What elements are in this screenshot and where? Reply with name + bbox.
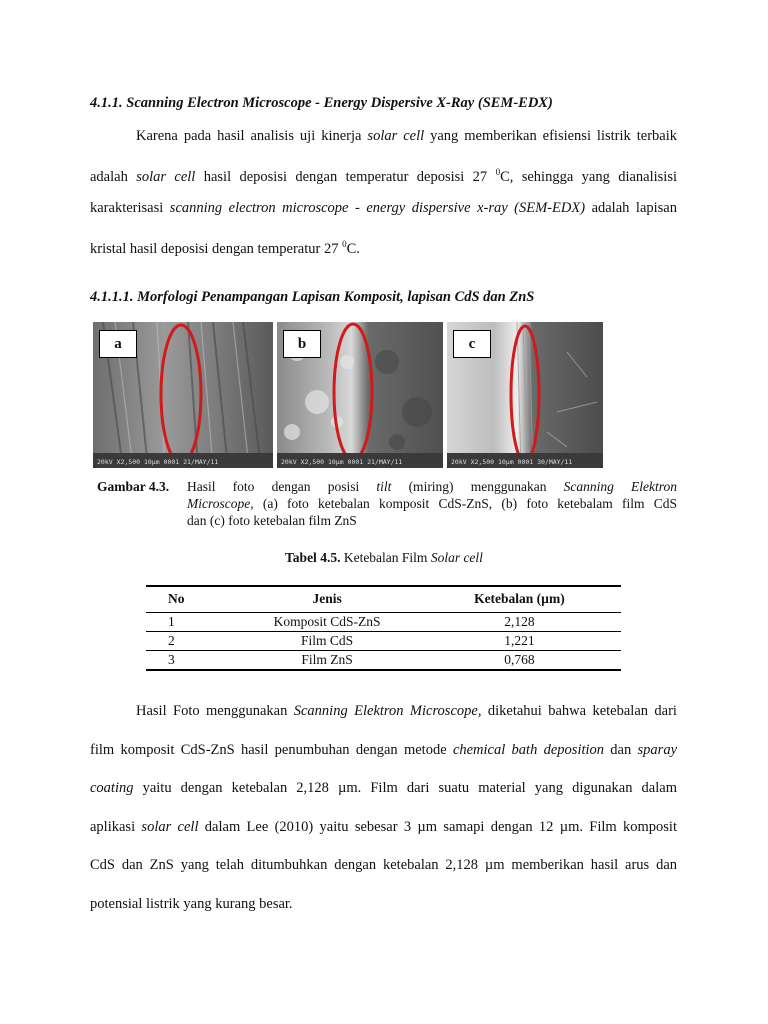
para1-line-3: karakterisasi scanning electron microscope - energy dispersive x-ray (SEM-EDX) adalah lapisan bbox=[90, 200, 677, 216]
table-row: 3 Film ZnS 0,768 bbox=[146, 651, 621, 671]
panel-label-c: c bbox=[453, 330, 491, 358]
section-heading: 4.1.1. Scanning Electron Microscope - Energy Dispersive X-Ray (SEM-EDX) bbox=[90, 95, 553, 111]
para2-line-5: CdS dan ZnS yang telah ditumbuhkan dengan ketebalan 2,128 µm memberikan hasil arus dan bbox=[90, 857, 677, 873]
para2-line-3: coating yaitu dengan ketebalan 2,128 µm. Film dari suatu material yang digunakan dalam bbox=[90, 780, 677, 796]
para2-line-1: Hasil Foto menggunakan Scanning Elektron Microscope, diketahui bahwa ketebalan dari bbox=[136, 703, 677, 719]
para1-line-4: kristal hasil deposisi dengan temperatur 27 $^0$C. bbox=[90, 239, 360, 257]
svg-text:20kV X2,500 10µm 0001 21: 20kV X2,500 10µm 0001 21/MAY/11 bbox=[97, 458, 219, 466]
header-no: No bbox=[146, 586, 236, 613]
para1-line-1: Karena pada hasil analisis uji kinerja solar cell yang memberikan efisiensi listrik terbaik bbox=[136, 128, 677, 144]
sem-image-a bbox=[93, 322, 273, 468]
table-caption: Tabel 4.5. Ketebalan Film Solar cell bbox=[285, 550, 483, 565]
table-header-row bbox=[146, 586, 621, 613]
header-ketebalan: Ketebalan (µm) bbox=[418, 586, 621, 613]
table-row: 1 Komposit CdS-ZnS 2,128 bbox=[146, 613, 621, 632]
para2-line-2: film komposit CdS-ZnS hasil penumbuhan dengan metode chemical bath deposition dan sparay bbox=[90, 741, 678, 758]
svg-text:20kV X2,500 10µm 0001 21: 20kV X2,500 10µm 0001 21/MAY/11 bbox=[281, 458, 403, 466]
figure-caption bbox=[97, 478, 677, 529]
thickness-table bbox=[146, 585, 621, 671]
sem-figure bbox=[93, 322, 603, 468]
panel-label-b: b bbox=[283, 330, 321, 358]
subsection-heading: 4.1.1.1. Morfologi Penampangan Lapisan Komposit, lapisan CdS dan ZnS bbox=[90, 289, 535, 305]
caption-line-1: Gambar 4.3. Hasil foto dengan posisi tilt (miring) menggunakan Scanning Elektron bbox=[97, 479, 677, 494]
caption-label: Gambar 4.3. bbox=[97, 479, 170, 494]
sem-image-b bbox=[277, 322, 443, 468]
header-jenis: Jenis bbox=[236, 586, 417, 613]
para2-line-4: aplikasi solar cell dalam Lee (2010) yaitu sebesar 3 µm samapi dengan 12 µm. Film komposit bbox=[90, 818, 677, 835]
para1-line-2: adalah solar cell hasil deposisi dengan temperatur deposisi 27 $^0$C, sehingga yang dianalisisi bbox=[90, 167, 678, 185]
para2-line-6: potensial listrik yang kurang besar. bbox=[90, 895, 293, 912]
paragraph-result bbox=[90, 692, 677, 923]
caption-line-3: dan (c) foto ketebalan film ZnS bbox=[187, 513, 357, 528]
panel-label-a: a bbox=[99, 330, 137, 358]
paragraph-intro bbox=[90, 118, 677, 262]
caption-line-2: Microscope, (a) foto ketebalan komposit CdS-ZnS, (b) foto ketebalam film CdS bbox=[187, 496, 677, 511]
sem-image-c bbox=[447, 322, 603, 468]
table-row: 2 Film CdS 1,221 bbox=[146, 632, 621, 651]
svg-text:20kV X2,500 10µm 0001 30: 20kV X2,500 10µm 0001 30/MAY/11 bbox=[451, 458, 573, 466]
